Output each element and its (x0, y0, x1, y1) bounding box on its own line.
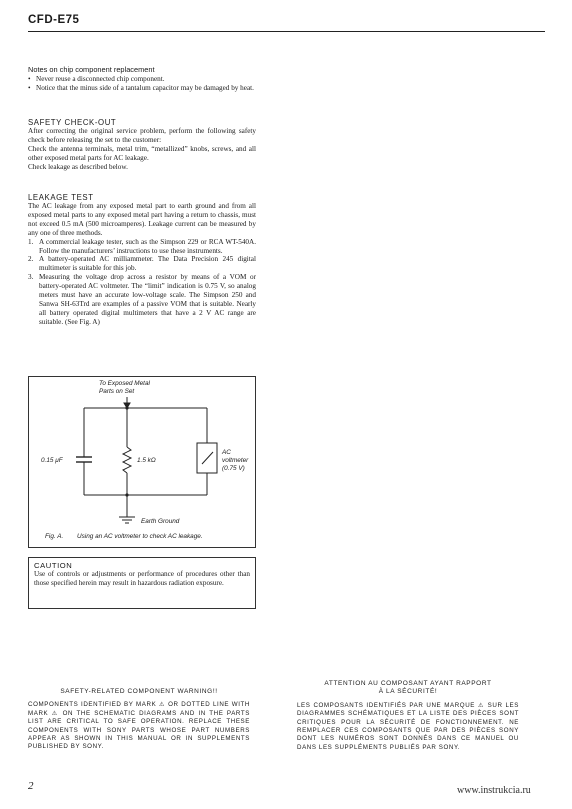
fig-label-meter-3: (0.75 V) (222, 465, 245, 472)
fig-label-top-2: Parts on Set (99, 388, 135, 395)
page-number: 2 (28, 780, 34, 792)
fig-caption-number: Fig. A. (45, 533, 64, 540)
caution-heading: CAUTION (34, 561, 73, 570)
warning-french-title-2: À LA SÉCURITÉ! (378, 688, 438, 696)
fig-label-top-1: To Exposed Metal (99, 380, 150, 387)
caution-box (28, 557, 256, 609)
header-rule (28, 31, 545, 32)
safety-checkout-line: Check leakage as described below. (28, 162, 128, 171)
warning-french (297, 680, 519, 752)
warning-english-body: COMPONENTS IDENTIFIED BY MARK ⚠ OR DOTTED LINE WITH MARK ⚠ ON THE SCHEMATIC DIAGRAMS AND IN THE PARTS LIST ARE CRITICAL TO SAFE OPERATION. REPLACE THESE COMPONENTS WITH SONY PARTS WHOSE PART NUMBERS APPEAR AS SHOWN IN THIS MANUAL OR IN SUPPLEMENTS PUBLISHED BY SONY. (28, 701, 250, 751)
leakage-test-heading: LEAKAGE TEST (28, 193, 94, 202)
leakage-method-item: 2. A battery-operated AC milliammeter. The Data Precision 245 digital multimeter is suitable for this job. (28, 255, 256, 273)
safety-checkout-line: Check the antenna terminals, metal trim, “metallized” knobs, screws, and all other exposed metal parts for AC leakage. (28, 144, 256, 162)
warning-french-body: LES COMPOSANTS IDENTIFIÉS PAR UNE MARQUE ⚠ SUR LES DIAGRAMMES SCHÉMATIQUES ET LA LISTE DES PIÈCES SONT CRITIQUES POUR LA SÉCURITÉ DE FONCTIONNEMENT. NE REMPLACER CES COMPOSANTS QUE PAR DES PIÈCES SONY DONT LES NUMÉROS SONT DONNÉS DANS CE MANUEL OU DANS LES SUPPLÉMENTS PUBLIÉS PAR SONY. (297, 701, 519, 751)
fig-caption-text: Using an AC voltmeter to check AC leakage. (77, 533, 203, 540)
figure-a (28, 376, 256, 548)
leakage-test-body: The AC leakage from any exposed metal part to earth ground and from all exposed metal parts to any exposed metal part having a return to chassis, must not exceed 0.5 mA (500 microamperes). Leakage current can be measured by any one of three methods. (28, 202, 256, 237)
warning-english-title: SAFETY-RELATED COMPONENT WARNING!! (60, 688, 218, 695)
fig-label-resistor: 1.5 kΩ (137, 457, 156, 464)
chip-note-item: • Never reuse a disconnected chip component. (28, 74, 165, 83)
model-title: CFD-E75 (28, 14, 80, 26)
caution-body: Use of controls or adjustments or performance of procedures other than those specified herein may result in hazardous radiation exposure. (34, 570, 250, 587)
fig-label-capacitor: 0.15 μF (41, 457, 63, 464)
safety-checkout-body: After correcting the original service problem, perform the following safety check before releasing the set to the customer: (28, 127, 256, 144)
leakage-method-item: 1. A commercial leakage tester, such as the Simpson 229 or RCA WT-540A. Follow the manufacturers’ instructions to use these instruments. (28, 237, 256, 255)
watermark: www.instrukcia.ru (457, 785, 531, 796)
leakage-test-section (28, 193, 256, 327)
warning-french-title: ATTENTION AU COMPOSANT AYANT RAPPORT (324, 680, 492, 687)
safety-checkout-section (28, 118, 256, 172)
chip-notes-section (28, 66, 256, 93)
fig-label-meter-1: AC (222, 449, 231, 456)
leakage-method-item: 3. Measuring the voltage drop across a resistor by means of a VOM or battery-operated AC voltmeter. The “limit” indication is 0.75 V, so analog meters must have an accurate low-voltage scale. The Simpson 250 and Sanwa SH-63Trd are examples of a passive VOM that is suitable. Nearly all battery operated digital multimeters that have a 2 V AC range are suitable. (See Fig. A) (28, 273, 256, 326)
safety-checkout-heading: SAFETY CHECK-OUT (28, 118, 117, 127)
fig-label-meter-2: voltmeter (222, 457, 249, 464)
chip-note-item: • Notice that the minus side of a tantalum capacitor may be damaged by heat. (28, 83, 254, 92)
chip-notes-title: Notes on chip component replacement (28, 65, 155, 74)
fig-label-ground: Earth Ground (141, 518, 180, 525)
warning-english (28, 688, 250, 752)
